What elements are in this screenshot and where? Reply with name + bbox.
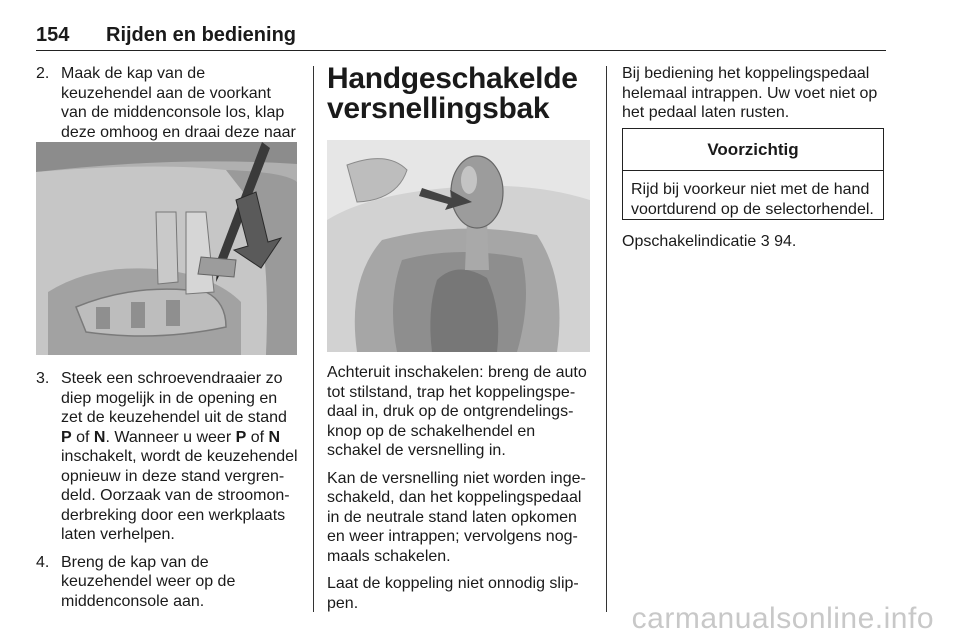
caution-text: Rijd bij voorkeur niet met de hand voortdurend op de selectorhendel. [631, 181, 874, 218]
column-right [622, 64, 888, 131]
paragraph: Kan de versnelling niet worden ingeschakeld, dan het koppelingspedaal in de neutrale stand laten opkomen en weer intrappen; vervolgens nogmaals schakelen. [327, 469, 586, 565]
selector-lever-cover-illustration [36, 142, 297, 355]
paragraph: Bij bediening het koppelingspedaal helemaal intrappen. Uw voet niet op het pedaal laten rusten. [622, 65, 878, 121]
watermark: carmanualsonline.info [631, 602, 934, 635]
step-number: 2. [36, 65, 50, 82]
page-title: Rijden en bediening [106, 24, 297, 46]
caution-title: Voorzichtig [623, 129, 883, 171]
page-header [36, 22, 886, 51]
column-middle-text [327, 363, 593, 621]
page-number: 154 [36, 24, 70, 46]
step-4 [36, 553, 300, 612]
gear-n: N [268, 428, 281, 446]
gear-p: P [61, 428, 72, 446]
step-text: Steek een schroevendraaier zo diep mogelijk in de opening en zet de keuzehendel uit de stand P of N. Wanneer u weer P of N inschakelt, wordt de keuzehendel opnieuw in deze stand vergrendeld. Oorzaak van de stroomonderbreking door een werkplaats laten verhelpen. [61, 370, 298, 543]
step-3 [36, 369, 300, 545]
page-ref-number[interactable]: 94. [769, 233, 797, 250]
column-divider [313, 66, 314, 612]
paragraph: Achteruit inschakelen: breng de auto tot stilstand, trap het koppelingspedaal in, druk op de ontgrendelingsknop op de schakelhendel en schakel de versnelling in. [327, 364, 587, 459]
gear-shift-illustration [327, 140, 590, 352]
column-middle [327, 64, 593, 124]
caution-box [622, 128, 884, 220]
section-heading: Handgeschakelde versnellingsbak [327, 62, 578, 125]
column-divider [606, 66, 607, 612]
step-number: 4. [36, 553, 50, 571]
paragraph: Laat de koppeling niet onnodig slippen. [327, 575, 579, 612]
gear-p: P [235, 428, 247, 446]
column-left-lower [36, 369, 300, 611]
step-number: 3. [36, 370, 50, 387]
step-text: Maak de kap van de keuzehendel aan de voorkant van de middenconsole los, klap deze omhoog en draai deze naar [61, 65, 296, 141]
gear-n: N [93, 428, 106, 446]
cross-reference: Opschakelindicatie 3 94. [622, 233, 797, 250]
step-text: Breng de kap van de keuzehendel weer op de middenconsole aan. [61, 553, 236, 610]
page-ref-arrow-icon: 3 [760, 233, 770, 250]
